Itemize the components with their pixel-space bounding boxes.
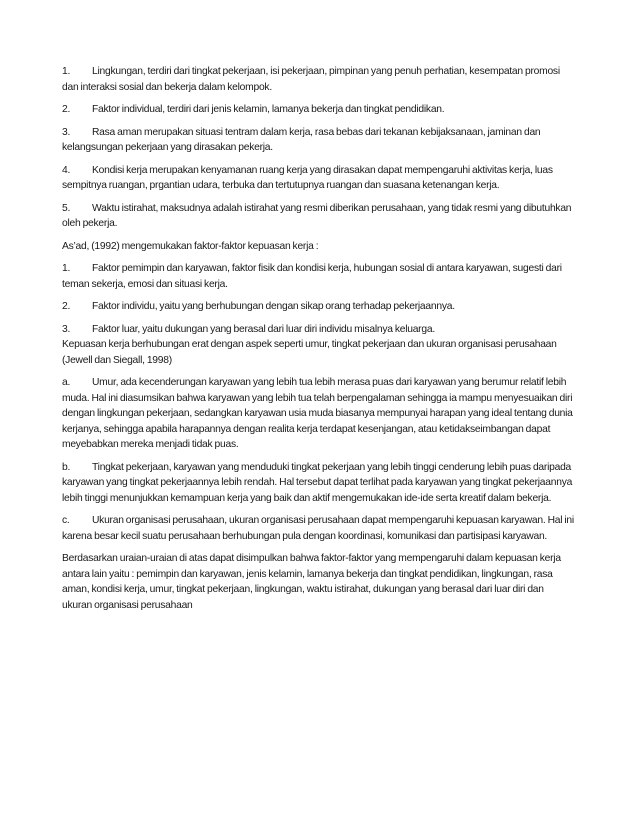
body-paragraph: As’ad, (1992) mengemukakan faktor-faktor kepuasan kerja : — [62, 240, 319, 252]
list-item-text: Faktor individual, terdiri dari jenis kelamin, lamanya bekerja dan tingkat pendidikan. — [92, 104, 445, 115]
list-marker: 2. — [62, 104, 71, 115]
list-marker: b. — [62, 461, 71, 473]
list-item — [62, 261, 574, 292]
list-item — [62, 201, 574, 232]
body-paragraph: Kepuasan kerja berhubungan erat dengan aspek seperti umur, tingkat pekerjaan dan ukuran organisasi perusahaan (Jewell dan Siegall, 1998) — [62, 339, 557, 366]
list-item-text: Faktor pemimpin dan karyawan, faktor fisik dan kondisi kerja, hubungan sosial di antara karyawan, sugesti dari teman sekerja, emosi dan situasi kerja. — [62, 263, 562, 290]
list-item-text: Tingkat pekerjaan, karyawan yang menduduki tingkat pekerjaan yang lebih tinggi cenderung lebih puas daripada karyawan yang tingkat pekerjaannya lebih rendah. Hal tersebut dapat terlihat pada karyawan yang tingkat pekerjaannya lebih tinggi menunjukkan kemampuan kerja yang baik dan aktif mengemukakan ide-ide serta kreatif dalam bekerja. — [62, 461, 573, 504]
list-item-text: Umur, ada kecenderungan karyawan yang lebih tua lebih merasa puas dari karyawan yang berumur relatif lebih muda. Hal ini diasumsikan bahwa karyawan yang lebih tua telah berpengalaman sehingga ia mampu menyesuaikan diri dengan lingkungan pekerjaan, sedangkan karyawan usia muda biasanya mempunyai harapan yang ideal tentang dunia kerjanya, sehingga apabila harapannya dengan realita kerja terdapat kesenjangan, atau ketidakseimbangan dapat meyebabkan mereka menjadi tidak puas. — [62, 377, 573, 450]
list-item — [62, 460, 574, 507]
list-marker: 1. — [62, 66, 71, 77]
list-marker: 4. — [62, 164, 71, 176]
list-item — [62, 299, 574, 315]
list-item-text: Kondisi kerja merupakan kenyamanan ruang kerja yang dirasakan dapat mempengaruhi aktivitas kerja, luas sempitnya ruangan, prgantian udara, terbuka dan tertutupnya ruangan dan suasana ketenangan kerja. — [62, 164, 553, 191]
list-item — [62, 102, 574, 118]
body-paragraph: Berdasarkan uraian-uraian di atas dapat disimpulkan bahwa faktor-faktor yang mempengaruhi dalam kepuasan kerja antara lain yaitu : pemimpin dan karyawan, jenis kelamin, lamanya bekerja dan tingkat pendidikan, lingkungan, rasa aman, kondisi kerja, umur, tingkat pekerjaan, lingkungan, waktu istirahat, dukungan yang berasal dari luar diri dan ukuran organisasi perusahaan — [62, 553, 561, 611]
list-item-text: Rasa aman merupakan situasi tentram dalam kerja, rasa bebas dari tekanan kebijaksanaan, jaminan dan kelangsungan pekerjaan yang dirasakan pekerja. — [62, 126, 541, 153]
list-marker: 3. — [62, 126, 71, 138]
list-item-text: Waktu istirahat, maksudnya adalah istirahat yang resmi diberikan perusahaan, yang tidak resmi yang dibutuhkan oleh pekerja. — [62, 202, 572, 229]
document-page — [62, 64, 574, 620]
list-item-text: Ukuran organisasi perusahaan, ukuran organisasi perusahaan dapat mempengaruhi kepuasan karyawan. Hal ini karena besar kecil suatu perusahaan berhubungan pula dengan koordinasi, komunikasi dan partisipasi karyawan. — [62, 515, 574, 542]
list-marker: 2. — [62, 301, 71, 312]
list-item — [62, 163, 574, 194]
list-item — [62, 513, 574, 544]
list-marker: a. — [62, 377, 71, 388]
list-item-text: Faktor luar, yaitu dukungan yang berasal dari luar diri individu misalnya keluarga. — [92, 323, 435, 335]
list-item — [62, 322, 574, 338]
list-item — [62, 125, 574, 156]
list-item — [62, 64, 574, 95]
list-item — [62, 375, 574, 453]
list-marker: 1. — [62, 263, 71, 274]
list-marker: c. — [62, 515, 70, 526]
list-item-text: Lingkungan, terdiri dari tingkat pekerjaan, isi pekerjaan, pimpinan yang penuh perhatian, kesempatan promosi dan interaksi sosial dan bekerja dalam kelompok. — [62, 66, 560, 93]
list-marker: 5. — [62, 202, 71, 214]
list-marker: 3. — [62, 323, 71, 335]
list-item-text: Faktor individu, yaitu yang berhubungan dengan sikap orang terhadap pekerjaannya. — [92, 301, 455, 312]
